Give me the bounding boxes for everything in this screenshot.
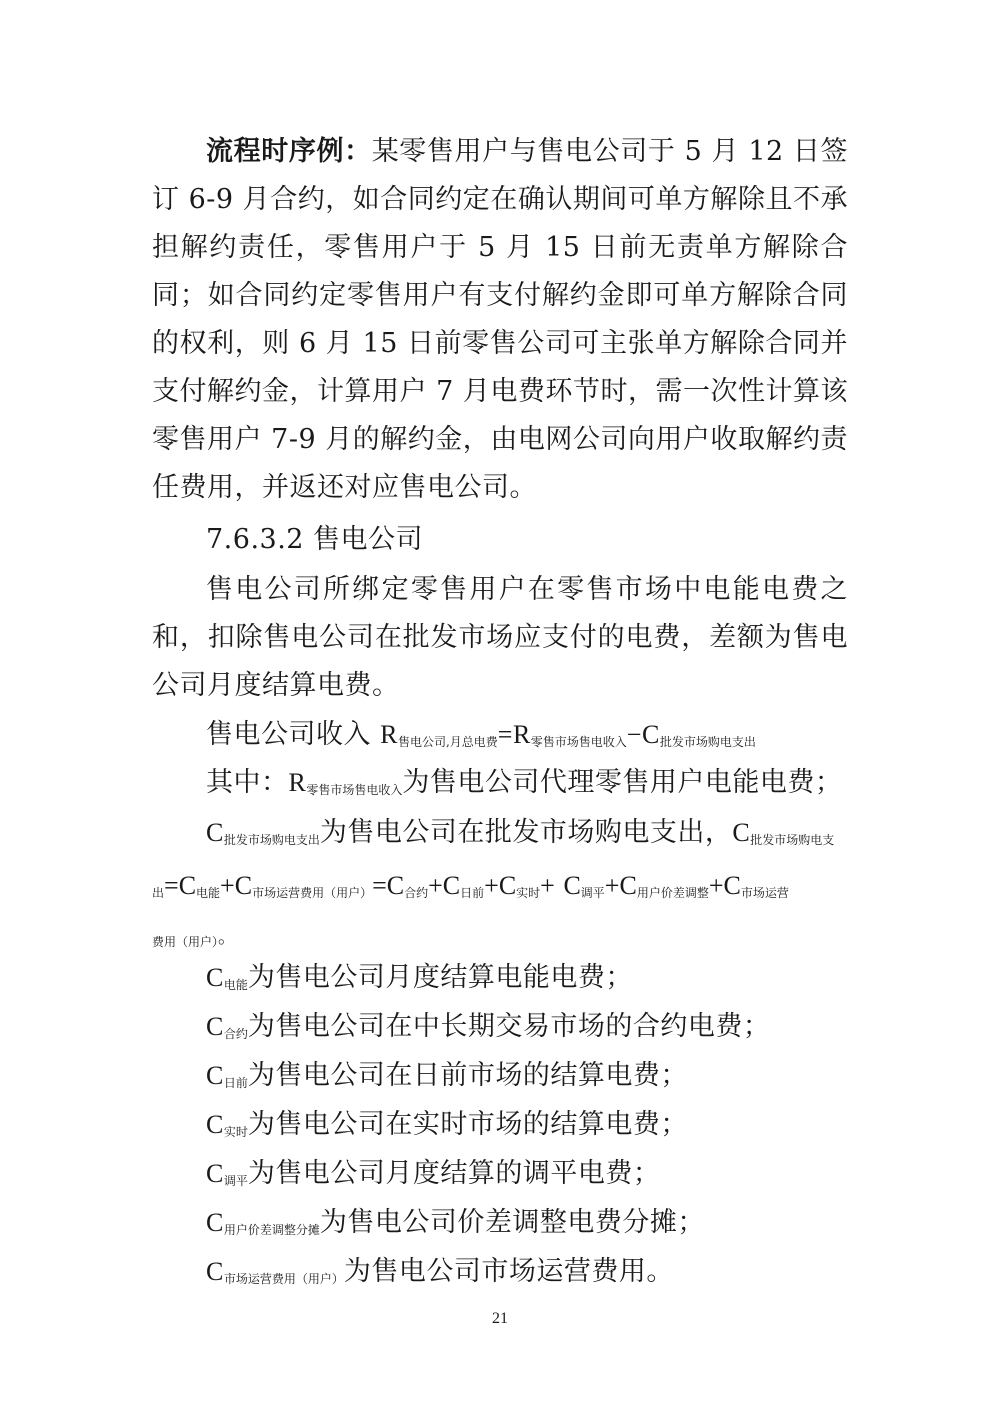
definition-item bbox=[206, 1154, 660, 1201]
formula-minus: − bbox=[626, 720, 642, 749]
section-heading: 7.6.3.2 售电公司 bbox=[206, 524, 424, 555]
sub-contract: 合约 bbox=[404, 886, 429, 900]
formula-sub-c-buy: 批发市场购电支出 bbox=[659, 735, 756, 749]
def-sub: 合约 bbox=[223, 1027, 248, 1041]
definition-item bbox=[206, 1007, 770, 1054]
cbuy-sub: 批发市场购电支出 bbox=[223, 833, 320, 847]
c-buy-equation-end bbox=[152, 915, 236, 962]
c-ops2: C bbox=[723, 871, 741, 900]
cbuy-c2: C bbox=[732, 818, 751, 847]
example-paragraph bbox=[152, 128, 848, 512]
formula-r2: R bbox=[512, 720, 531, 749]
where-desc: 为售电公司代理零售用户电能电费； bbox=[402, 767, 843, 798]
formula-c: C bbox=[641, 720, 660, 749]
plus-5: + bbox=[604, 871, 620, 900]
c-price-adj: C bbox=[619, 871, 637, 900]
def-desc: 为售电公司月度结算的调平电费； bbox=[247, 1158, 661, 1189]
eq-2: = bbox=[372, 871, 387, 900]
def-desc: 为售电公司在日前市场的结算电费； bbox=[247, 1060, 688, 1091]
where-sub-r-retail: 零售市场售电收入 bbox=[306, 783, 403, 797]
formula-eq: = bbox=[497, 720, 513, 749]
def-sub: 调平 bbox=[223, 1174, 248, 1188]
def-sub: 日前 bbox=[223, 1076, 248, 1090]
cbuy-sub-part2: 出 bbox=[152, 886, 165, 900]
c-energy: C bbox=[178, 871, 197, 900]
def-sub: 电能 bbox=[223, 978, 248, 992]
formula-label: 售电公司收入 bbox=[206, 719, 371, 750]
section-paragraph: 售电公司所绑定零售用户在零售市场中电能电费之和，扣除售电公司在批发市场应支付的电费，差额为售电公司月度结算电费。 bbox=[152, 574, 848, 701]
formula-r: R bbox=[380, 720, 398, 749]
def-desc: 为售电公司市场运营费用。 bbox=[343, 1256, 674, 1287]
where-prefix: 其中： bbox=[206, 767, 289, 798]
sub-ops-part2: 费用（用户） bbox=[152, 935, 219, 949]
c-dayahead: C bbox=[442, 871, 461, 900]
c-balance: C bbox=[563, 871, 581, 900]
cbuy-c: C bbox=[206, 818, 224, 847]
def-sub: 用户价差调整分摊 bbox=[223, 1223, 320, 1237]
def-desc: 为售电公司价差调整电费分摊； bbox=[319, 1207, 705, 1238]
def-c: C bbox=[206, 1110, 224, 1139]
definition-item bbox=[206, 1056, 688, 1103]
sub-realtime: 实时 bbox=[516, 886, 541, 900]
c-realtime: C bbox=[498, 871, 517, 900]
plus-3: + bbox=[484, 871, 499, 900]
definition-item bbox=[206, 958, 633, 1005]
def-sub: 市场运营费用（用户） bbox=[223, 1272, 344, 1286]
formula-sub-r-total: 售电公司,月总电费 bbox=[397, 735, 498, 749]
definition-item bbox=[206, 1105, 688, 1152]
plus-2: + bbox=[428, 871, 443, 900]
def-desc: 为售电公司在实时市场的结算电费； bbox=[247, 1109, 688, 1140]
c-ops: C bbox=[234, 871, 253, 900]
c-contract: C bbox=[386, 871, 405, 900]
example-lead: 流程时序例： bbox=[206, 136, 372, 167]
sub-energy: 电能 bbox=[196, 886, 221, 900]
c-buy-equation bbox=[152, 866, 789, 913]
definition-item bbox=[206, 1203, 705, 1250]
sub-ops-part1: 市场运营 bbox=[740, 886, 789, 900]
where-line bbox=[206, 763, 842, 810]
plus-4: + bbox=[540, 871, 555, 900]
cbuy-desc: 为售电公司在批发市场购电支出， bbox=[319, 817, 733, 848]
c-buy-line bbox=[206, 813, 834, 860]
def-sub: 实时 bbox=[223, 1125, 248, 1139]
formula-sub-r-retail: 零售市场售电收入 bbox=[530, 735, 627, 749]
def-c: C bbox=[206, 1257, 224, 1286]
def-desc: 为售电公司月度结算电能电费； bbox=[247, 962, 633, 993]
def-c: C bbox=[206, 1012, 224, 1041]
sub-ops-user: 市场运营费用（用户） bbox=[252, 886, 373, 900]
sub-price-adj: 用户价差调整 bbox=[636, 886, 709, 900]
page-number: 21 bbox=[492, 1310, 508, 1327]
cbuy-end: 。 bbox=[218, 927, 237, 948]
sub-dayahead: 日前 bbox=[460, 886, 485, 900]
example-text: 某零售用户与售电公司于 5 月 12 日签订 6-9 月合约，如合同约定在确认期间可单方解除且不承担解约责任，零售用户于 5 月 15 日前无责单方解除合同；如合同约定零售用户有支付解约金即可单方解除合同的权利，则 6 月 15 日前零售公司可主张单方解除合同并支付解约金，计算用户 7 月电费环节时，需一次性计算该零售用户 7-9 月的解约金，由电网公司向用户收取解约责任费用，并返还对应售电公司。 bbox=[152, 136, 848, 503]
def-c: C bbox=[206, 1061, 224, 1090]
where-r: R bbox=[288, 768, 307, 797]
def-c: C bbox=[206, 963, 224, 992]
plus-1: + bbox=[220, 871, 235, 900]
def-c: C bbox=[206, 1208, 224, 1237]
income-formula bbox=[206, 715, 756, 762]
def-desc: 为售电公司在中长期交易市场的合约电费； bbox=[247, 1011, 771, 1042]
cbuy-sub-part1: 批发市场购电支 bbox=[750, 833, 835, 847]
eq-1: = bbox=[164, 871, 179, 900]
def-c: C bbox=[206, 1159, 224, 1188]
plus-6: + bbox=[708, 871, 724, 900]
sub-balance: 调平 bbox=[580, 886, 605, 900]
definition-item bbox=[206, 1252, 674, 1299]
